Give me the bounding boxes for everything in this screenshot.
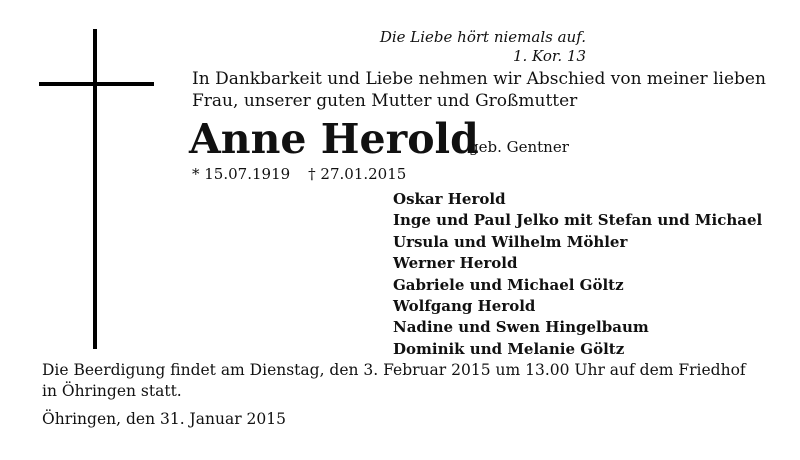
place-date: Öhringen, den 31. Januar 2015 (42, 410, 286, 428)
mourner-entry: Ursula und Wilhelm Möhler (393, 232, 628, 251)
maiden-name: geb. Gentner (469, 138, 569, 156)
mourner-entry: Inge und Paul Jelko mit Stefan und Michael (393, 211, 763, 230)
mourner-entry: Werner Herold (393, 254, 518, 273)
intro-text (192, 68, 766, 112)
cross-icon-bar (39, 82, 154, 86)
mourner-entry: Wolfgang Herold (393, 297, 536, 316)
funeral-line: Die Beerdigung findet am Dienstag, den 3. Februar 2015 um 13.00 Uhr auf dem Friedhof (42, 361, 746, 379)
mourner-entry: Oskar Herold (393, 190, 506, 208)
intro-line: Frau, unserer guten Mutter und Großmutter (192, 91, 578, 111)
bible-quote (380, 28, 586, 66)
life-dates (192, 164, 406, 184)
mourner-entry: Nadine und Swen Hingelbaum (393, 318, 649, 337)
quote-source: 1. Kor. 13 (512, 47, 586, 65)
mourner-entry: Gabriele und Michael Göltz (393, 275, 624, 294)
intro-line: In Dankbarkeit und Liebe nehmen wir Abschied von meiner lieben (192, 69, 766, 89)
death-date: † 27.01.2015 (308, 165, 407, 183)
birth-date: * 15.07.1919 (192, 165, 291, 183)
mourner-entry: Dominik und Melanie Göltz (393, 339, 625, 358)
cross-icon (93, 29, 97, 349)
mourners-list (393, 189, 762, 360)
quote-text: Die Liebe hört niemals auf. (379, 28, 586, 46)
deceased-name: Anne Herold (189, 115, 479, 163)
funeral-line: in Öhringen statt. (42, 382, 182, 400)
funeral-notice (42, 360, 746, 402)
